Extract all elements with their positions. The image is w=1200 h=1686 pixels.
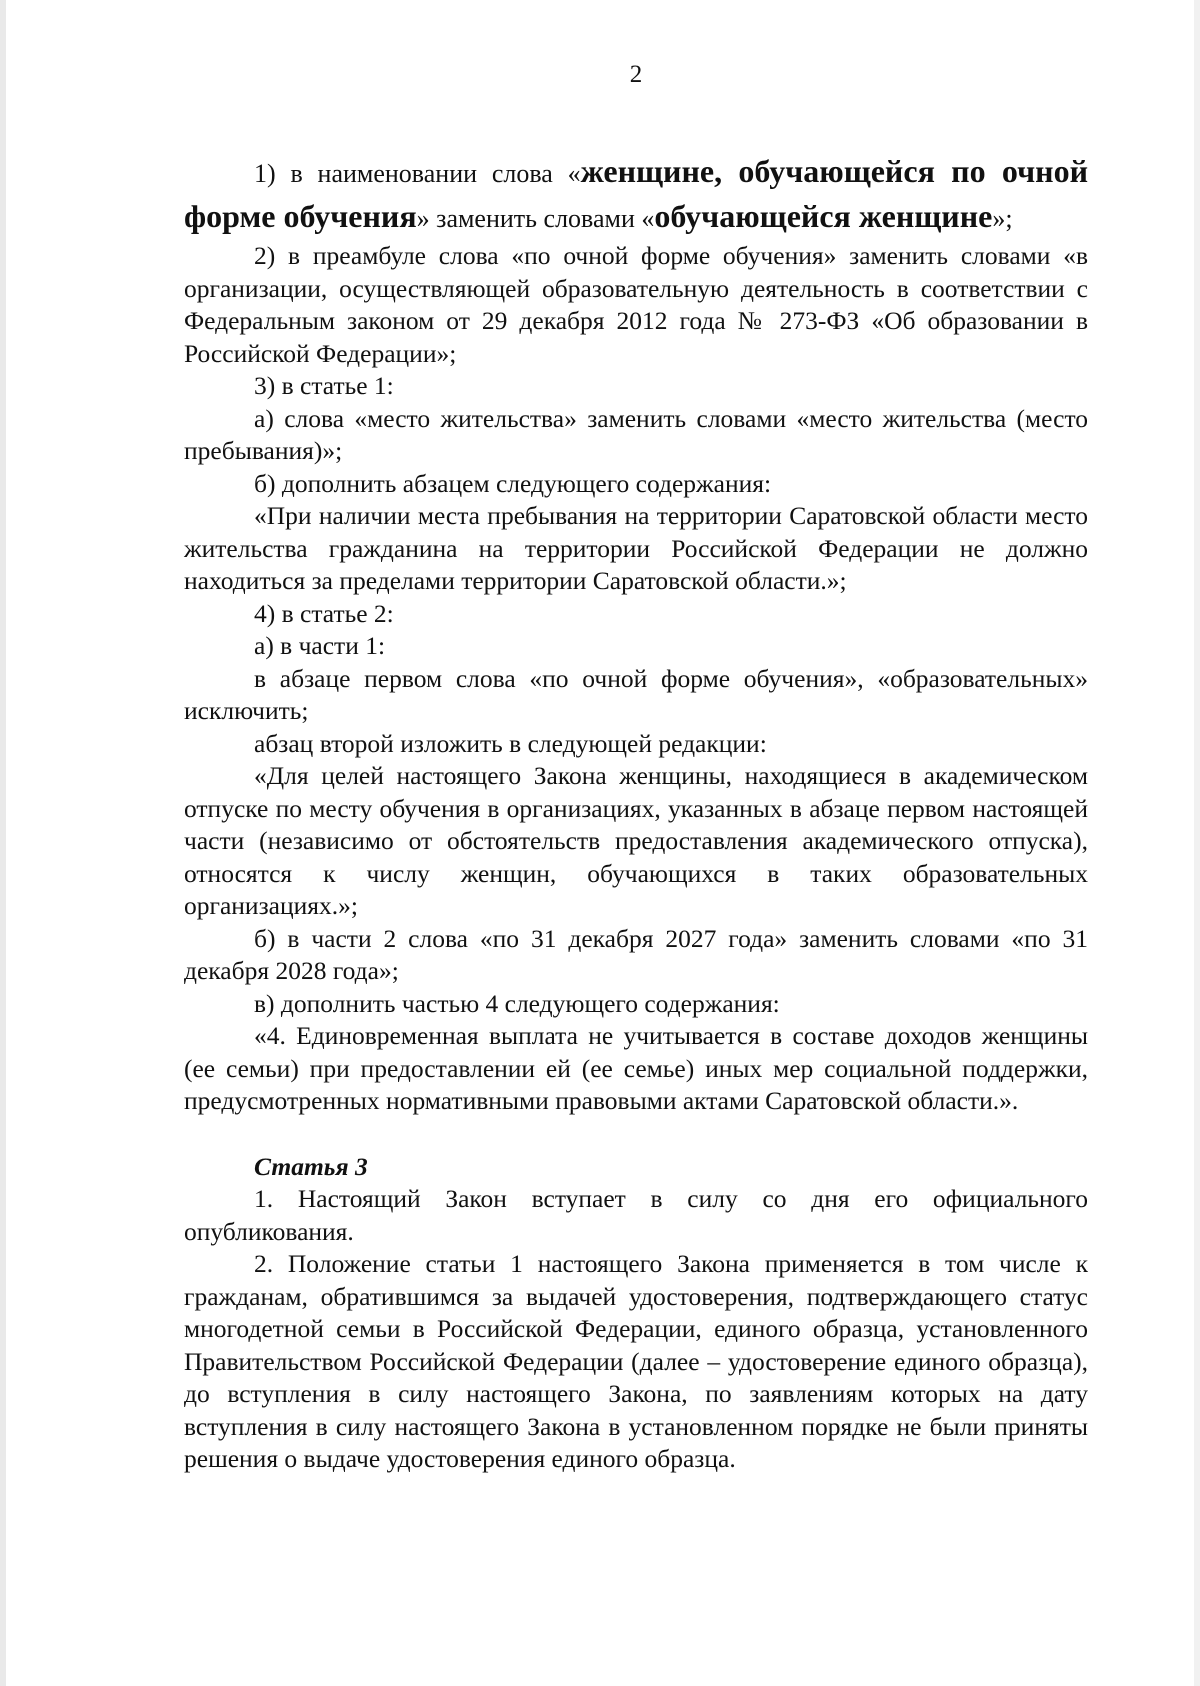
amendment-item-4: 4) в статье 2: (254, 598, 394, 628)
item-1-text-c: » заменить словами « (416, 204, 655, 233)
amendment-item-4c: в) дополнить частью 4 следующего содержания: (254, 988, 780, 1018)
amendment-item-4a-2: абзац второй изложить в следующей редакции: (254, 728, 767, 758)
amendment-item-3b: б) дополнить абзацем следующего содержания: (254, 468, 772, 498)
amendment-item-4a-quote: «Для целей настоящего Закона женщины, находящиеся в академическом отпуске по месту обучения в организациях, указанных в абзаце первом настоящей части (независимо от обстоятельств предоставления академического отпуска), относятся к числу женщин, обучающихся в таких образовательных организациях.»; (184, 761, 1088, 920)
amendment-item-4a: а) в части 1: (254, 631, 386, 660)
amendment-item-3: 3) в статье 1: (254, 371, 394, 400)
article-3-paragraph-2: 2. Положение статьи 1 настоящего Закона применяется в том числе к гражданам, обратившимся за выдачей удостоверения, подтверждающего статус многодетной семьи в Российской Федерации, единого образца, установленного Правительством Российской Федерации (далее – удостоверение единого образца), до вступления в силу настоящего Закона, по заявлениям которых на дату вступления в силу настоящего Закона в установленном порядке не были приняты решения о выдаче удостоверения единого образца. (184, 1249, 1088, 1473)
article-3-heading: Статья 3 (254, 1151, 368, 1181)
amendment-item-4c-quote: «4. Единовременная выплата не учитывается в составе доходов женщины (ее семьи) при предоставлении ей (ее семье) иных мер социальной поддержки, предусмотренных нормативными правовыми актами Саратовской области.». (184, 1021, 1088, 1115)
amendment-item-3a: а) слова «место жительства» заменить словами «место жительства (место пребывания)»; (184, 403, 1088, 465)
document-body (184, 150, 1088, 1476)
amendment-item-4b: б) в части 2 слова «по 31 декабря 2027 года» заменить словами «по 31 декабря 2028 года»; (184, 923, 1088, 985)
item-1-new-title: обучающейся женщине (654, 198, 993, 234)
amendment-item-2: 2) в преамбуле слова «по очной форме обучения» заменить словами «в организации, осуществляющей образовательную деятельность в соответствии с Федеральным законом от 29 декабря 2012 года № 273-ФЗ «Об образовании в Российской Федерации»; (184, 241, 1088, 368)
article-3-paragraph-1: 1. Настоящий Закон вступает в силу со дня его официального опубликования. (184, 1184, 1088, 1246)
amendment-item-4a-1: в абзаце первом слова «по очной форме обучения», «образовательных» исключить; (184, 663, 1088, 725)
item-1-old-title: женщине, обучающейся по очной форме обучения (184, 153, 1088, 234)
amendment-item-3b-quote: «При наличии места пребывания на территории Саратовской области место жительства гражданина на территории Российской Федерации не должно находиться за пределами территории Саратовской области.»; (184, 501, 1088, 595)
amendment-item-1 (184, 150, 1088, 240)
page-number: 2 (629, 61, 643, 88)
item-1-text-a: 1) в наименовании слова « (254, 159, 581, 188)
item-1-text-e: »; (992, 204, 1013, 233)
